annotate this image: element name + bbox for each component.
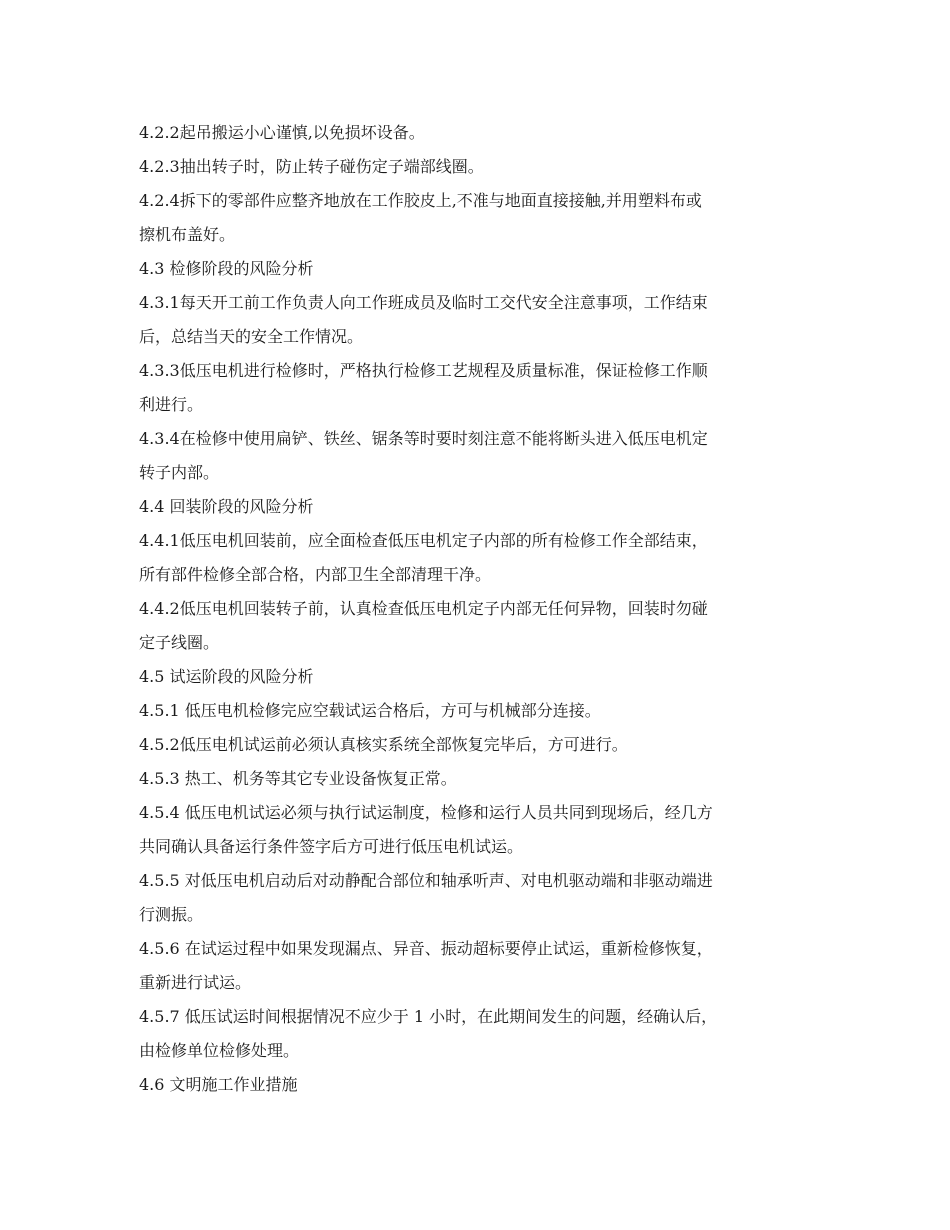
text-line: 重新进行试运。 bbox=[139, 973, 252, 992]
text-line: 4.5.2低压电机试运前必须认真核实系统全部恢复完毕后，方可进行。 bbox=[139, 735, 628, 754]
text-line: 4.5.4 低压电机试运必须与执行试运制度，检修和运行人员共同到现场后，经几方 bbox=[139, 803, 713, 822]
section-heading: 4.4 回装阶段的风险分析 bbox=[139, 497, 314, 516]
text-line: 定子线圈。 bbox=[139, 633, 220, 652]
text-line: 4.2.2起吊搬运小心谨慎,以免损坏设备。 bbox=[139, 123, 425, 142]
text-line: 擦机布盖好。 bbox=[139, 225, 236, 244]
text-line: 转子内部。 bbox=[139, 463, 220, 482]
section-heading: 4.3 检修阶段的风险分析 bbox=[139, 259, 314, 278]
text-line: 所有部件检修全部合格，内部卫生全部清理干净。 bbox=[139, 565, 492, 584]
text-line: 利进行。 bbox=[139, 395, 204, 414]
text-line: 4.3.4在检修中使用扁铲、铁丝、锯条等时要时刻注意不能将断头进入低压电机定 bbox=[139, 429, 708, 448]
text-line: 后，总结当天的安全工作情况。 bbox=[139, 327, 364, 346]
text-line: 4.5.1 低压电机检修完应空载试运合格后，方可与机械部分连接。 bbox=[139, 701, 601, 720]
text-line: 4.5.3 热工、机务等其它专业设备恢复正常。 bbox=[139, 769, 457, 788]
text-line: 4.5.7 低压试运时间根据情况不应少于 1 小时，在此期间发生的问题，经确认后， bbox=[139, 1007, 718, 1026]
text-line: 共同确认具备运行条件签字后方可进行低压电机试运。 bbox=[139, 837, 524, 856]
section-heading: 4.5 试运阶段的风险分析 bbox=[139, 667, 314, 686]
text-line: 4.2.3抽出转子时，防止转子碰伤定子端部线圈。 bbox=[139, 157, 484, 176]
text-line: 由检修单位检修处理。 bbox=[139, 1041, 300, 1060]
text-line: 4.5.5 对低压电机启动后对动静配合部位和轴承听声、对电机驱动端和非驱动端进 bbox=[139, 871, 713, 890]
text-line: 4.4.1低压电机回装前，应全面检查低压电机定子内部的所有检修工作全部结束， bbox=[139, 531, 708, 550]
text-line: 4.3.3低压电机进行检修时，严格执行检修工艺规程及质量标准，保证检修工作顺 bbox=[139, 361, 708, 380]
document-page bbox=[139, 116, 819, 1102]
section-heading: 4.6 文明施工作业措施 bbox=[139, 1075, 298, 1094]
text-line: 4.3.1每天开工前工作负责人向工作班成员及临时工交代安全注意事项，工作结束 bbox=[139, 293, 708, 312]
text-line: 行测振。 bbox=[139, 905, 204, 924]
text-line: 4.4.2低压电机回装转子前，认真检查低压电机定子内部无任何异物，回装时勿碰 bbox=[139, 599, 708, 618]
text-line: 4.2.4拆下的零部件应整齐地放在工作胶皮上,不准与地面直接接触,并用塑料布或 bbox=[139, 191, 702, 210]
text-line: 4.5.6 在试运过程中如果发现漏点、异音、振动超标要停止试运，重新检修恢复， bbox=[139, 939, 713, 958]
